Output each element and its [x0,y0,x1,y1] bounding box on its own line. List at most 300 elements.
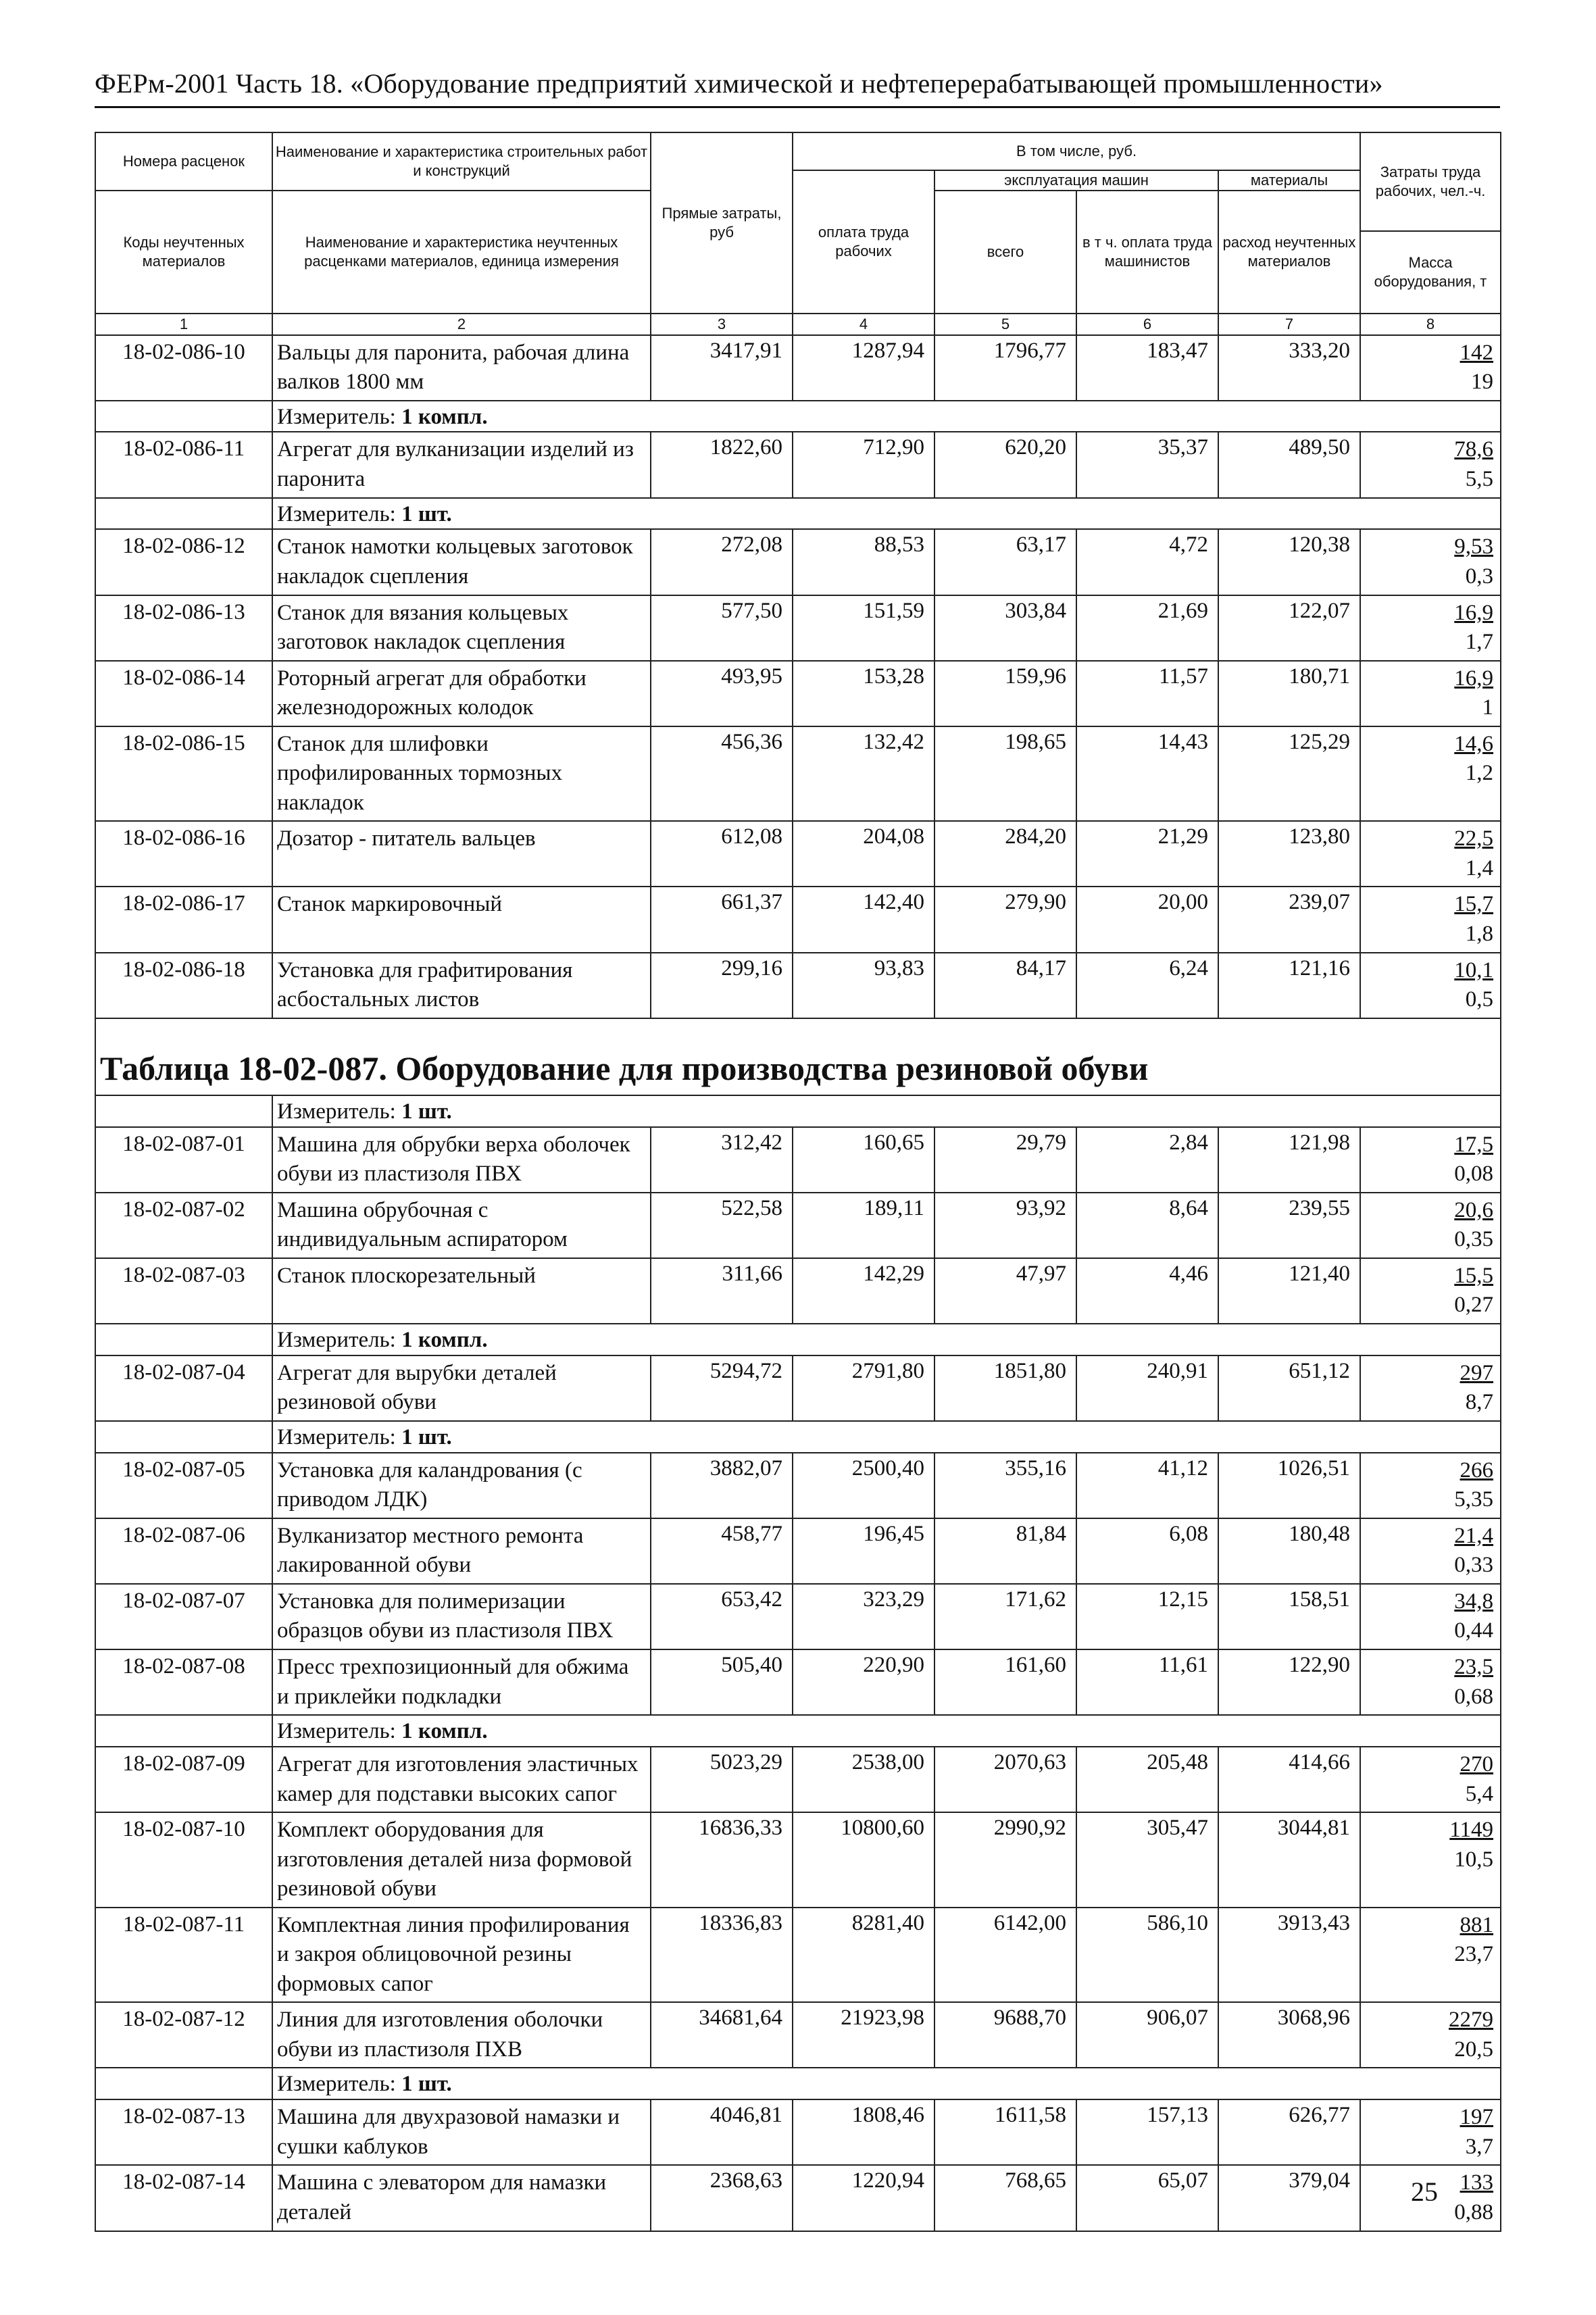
table-row [95,1812,1501,1908]
materials-costs: 123,80 [1218,821,1360,887]
direct-costs: 2368,63 [651,2165,793,2231]
materials-costs: 1026,51 [1218,1453,1360,1518]
machine-costs-total: 355,16 [934,1453,1076,1518]
page-number: 25 [1411,2176,1438,2207]
machine-costs-total: 2990,92 [934,1812,1076,1908]
direct-costs: 3882,07 [651,1453,793,1518]
materials-costs: 158,51 [1218,1584,1360,1649]
materials-costs: 414,66 [1218,1747,1360,1812]
equipment-mass: 1 [1482,695,1494,720]
machinist-pay: 157,13 [1076,2099,1218,2165]
work-name: Станок маркировочный [272,887,651,952]
measure-prefix: Измеритель: [277,1327,396,1352]
rate-code: 18-02-086-10 [95,335,272,401]
col-number: 1 [95,314,272,335]
machine-costs-total: 1796,77 [934,335,1076,401]
measure-unit [272,498,1501,530]
direct-costs: 653,42 [651,1584,793,1649]
labor-pay: 151,59 [793,595,934,661]
machinist-pay: 4,46 [1076,1258,1218,1324]
table-row [95,953,1501,1018]
machine-costs-total: 2070,63 [934,1747,1076,1812]
labor-and-mass [1360,1584,1501,1649]
col2-header-bottom: Наименование и характеристика неучтенных расценками материалов, единица измерения [272,191,651,314]
direct-costs: 1822,60 [651,432,793,497]
direct-costs: 5294,72 [651,1355,793,1421]
table-row [95,1355,1501,1421]
labor-hours: 266 [1460,1458,1494,1483]
materials-costs: 3044,81 [1218,1812,1360,1908]
direct-costs: 299,16 [651,953,793,1018]
machinist-pay: 305,47 [1076,1812,1218,1908]
labor-hours: 15,7 [1454,892,1494,917]
materials-costs: 3913,43 [1218,1908,1360,2003]
work-name: Станок для вязания кольцевых заготовок накладок сцепления [272,595,651,661]
equipment-mass: 8,7 [1465,1390,1494,1415]
machine-costs-total: 1611,58 [934,2099,1076,2165]
measure-unit [272,1095,1501,1127]
labor-and-mass [1360,953,1501,1018]
labor-pay: 1220,94 [793,2165,934,2231]
empty-cell [95,1095,272,1127]
labor-pay: 712,90 [793,432,934,497]
table-row [95,1258,1501,1324]
rates-table [95,132,1501,2232]
materials-costs: 489,50 [1218,432,1360,497]
materials-costs: 239,07 [1218,887,1360,952]
machine-costs-total: 93,92 [934,1193,1076,1258]
materials-costs: 333,20 [1218,335,1360,401]
rate-code: 18-02-086-12 [95,529,272,595]
labor-hours: 142 [1460,340,1494,365]
empty-cell [95,401,272,432]
measure-unit [272,2068,1501,2099]
table-row [95,2002,1501,2068]
labor-hours: 297 [1460,1360,1494,1385]
work-name: Пресс трехпозиционный для обжима и приклейки подкладки [272,1649,651,1715]
direct-costs: 522,58 [651,1193,793,1258]
col-number: 4 [793,314,934,335]
work-name: Станок плоскорезательный [272,1258,651,1324]
direct-costs: 3417,91 [651,335,793,401]
materials-costs: 122,90 [1218,1649,1360,1715]
work-name: Машина для двухразовой намазки и сушки каблуков [272,2099,651,2165]
measure-prefix: Измеритель: [277,2072,396,2097]
rate-code: 18-02-087-12 [95,2002,272,2068]
col1-header-top: Номера расценок [95,132,272,191]
machinist-pay: 21,29 [1076,821,1218,887]
labor-hours: 10,1 [1454,957,1494,982]
labor-pay: 1808,46 [793,2099,934,2165]
work-name: Комплектная линия профилирования и закроя облицовочной резины формовых сапог [272,1908,651,2003]
labor-and-mass [1360,726,1501,822]
rate-code: 18-02-087-09 [95,1747,272,1812]
machinist-pay: 12,15 [1076,1584,1218,1649]
labor-hours: 16,9 [1454,600,1494,625]
table-row [95,595,1501,661]
machinist-pay: 2,84 [1076,1127,1218,1193]
labor-hours: 22,5 [1454,826,1494,851]
equipment-mass: 19 [1471,370,1494,395]
labor-and-mass [1360,661,1501,726]
table-row [95,887,1501,952]
materials-costs: 121,40 [1218,1258,1360,1324]
direct-costs: 661,37 [651,887,793,952]
table-row [95,1127,1501,1193]
measure-value: 1 компл. [401,1719,488,1744]
labor-and-mass [1360,1127,1501,1193]
table-row [95,661,1501,726]
labor-pay: 142,40 [793,887,934,952]
labor-and-mass [1360,432,1501,497]
labor-pay: 160,65 [793,1127,934,1193]
materials-costs: 121,16 [1218,953,1360,1018]
table-row [95,529,1501,595]
materials-costs: 3068,96 [1218,2002,1360,2068]
col-number: 5 [934,314,1076,335]
work-name: Вальцы для паронита, рабочая длина валков 1800 мм [272,335,651,401]
measure-prefix: Измеритель: [277,1099,396,1124]
materials-costs: 121,98 [1218,1127,1360,1193]
work-name: Установка для полимеризации образцов обуви из пластизоля ПВХ [272,1584,651,1649]
labor-hours: 20,6 [1454,1197,1494,1222]
direct-costs: 4046,81 [651,2099,793,2165]
equipment-mass: 1,2 [1465,761,1494,786]
measure-row [95,1715,1501,1747]
machinist-pay: 11,61 [1076,1649,1218,1715]
measure-value: 1 компл. [401,1327,488,1352]
table-body [95,335,1501,2231]
equipment-mass: 10,5 [1454,1847,1494,1872]
machine-costs-total: 84,17 [934,953,1076,1018]
labor-hours: 9,53 [1454,534,1494,559]
table-row [95,2099,1501,2165]
work-name: Машина обрубочная с индивидуальным аспиратором [272,1193,651,1258]
col8-header-top: Затраты труда рабочих, чел.-ч. [1360,132,1501,231]
measure-prefix: Измеритель: [277,1424,396,1449]
labor-hours: 16,9 [1454,666,1494,691]
labor-pay: 323,29 [793,1584,934,1649]
machine-costs-total: 1851,80 [934,1355,1076,1421]
measure-row [95,401,1501,432]
work-name: Агрегат для изготовления эластичных камер для подставки высоких сапог [272,1747,651,1812]
col2-header-top: Наименование и характеристика строительных работ и конструкций [272,132,651,191]
rate-code: 18-02-086-15 [95,726,272,822]
measure-value: 1 шт. [401,1424,452,1449]
col3-header: Прямые затраты, руб [651,132,793,314]
labor-pay: 21923,98 [793,2002,934,2068]
equipment-mass: 0,27 [1454,1293,1494,1318]
rate-code: 18-02-087-01 [95,1127,272,1193]
measure-row [95,1095,1501,1127]
labor-and-mass [1360,1908,1501,2003]
materials-costs: 180,71 [1218,661,1360,726]
machine-costs-total: 171,62 [934,1584,1076,1649]
labor-hours: 881 [1460,1912,1494,1937]
measure-unit [272,1715,1501,1747]
rate-code: 18-02-086-18 [95,953,272,1018]
col1-header-bottom: Коды неучтенных материалов [95,191,272,314]
equipment-mass: 5,35 [1454,1487,1494,1512]
rate-code: 18-02-086-16 [95,821,272,887]
labor-hours: 17,5 [1454,1132,1494,1157]
equipment-mass: 3,7 [1465,2134,1494,2159]
empty-cell [95,1421,272,1453]
rate-code: 18-02-087-04 [95,1355,272,1421]
labor-and-mass [1360,1649,1501,1715]
machinist-pay: 20,00 [1076,887,1218,952]
labor-and-mass [1360,1258,1501,1324]
machine-costs-total: 9688,70 [934,2002,1076,2068]
measure-unit [272,401,1501,432]
equipment-mass: 0,3 [1465,564,1494,589]
machine-costs-total: 768,65 [934,2165,1076,2231]
machinist-pay: 240,91 [1076,1355,1218,1421]
table-row [95,1649,1501,1715]
equipment-mass: 0,88 [1454,2199,1494,2224]
table-row [95,821,1501,887]
labor-pay: 8281,40 [793,1908,934,2003]
measure-prefix: Измеритель: [277,501,396,526]
measure-row [95,498,1501,530]
measure-value: 1 компл. [401,404,488,429]
machinist-pay: 6,08 [1076,1518,1218,1584]
labor-hours: 197 [1460,2105,1494,2130]
materials-costs: 239,55 [1218,1193,1360,1258]
labor-and-mass [1360,1747,1501,1812]
rate-code: 18-02-087-03 [95,1258,272,1324]
col7-header: расход неучтенных материалов [1218,191,1360,314]
rate-code: 18-02-087-05 [95,1453,272,1518]
work-name: Машина с элеватором для намазки деталей [272,2165,651,2231]
work-name: Вулканизатор местного ремонта лакированной обуви [272,1518,651,1584]
work-name: Машина для обрубки верха оболочек обуви из пластизоля ПВХ [272,1127,651,1193]
labor-pay: 189,11 [793,1193,934,1258]
section-title: Таблица 18-02-087. Оборудование для производства резиновой обуви [95,1018,1501,1095]
labor-and-mass [1360,887,1501,952]
work-name: Комплект оборудования для изготовления деталей низа формовой резиновой обуви [272,1812,651,1908]
machinist-pay: 11,57 [1076,661,1218,726]
labor-hours: 133 [1460,2170,1494,2195]
measure-row [95,1324,1501,1355]
machine-costs-total: 279,90 [934,887,1076,952]
col-number: 7 [1218,314,1360,335]
rate-code: 18-02-086-11 [95,432,272,497]
col-number: 2 [272,314,651,335]
col8-header-bottom: Масса оборудования, т [1360,231,1501,314]
work-name: Линия для изготовления оболочки обуви из пластизоля ПХВ [272,2002,651,2068]
rate-code: 18-02-086-17 [95,887,272,952]
table-row [95,1193,1501,1258]
equipment-mass: 0,68 [1454,1684,1494,1709]
direct-costs: 311,66 [651,1258,793,1324]
direct-costs: 456,36 [651,726,793,822]
labor-hours: 270 [1460,1751,1494,1776]
machinist-pay: 205,48 [1076,1747,1218,1812]
materials-costs: 180,48 [1218,1518,1360,1584]
table-row [95,1584,1501,1649]
labor-and-mass [1360,529,1501,595]
measure-value: 1 шт. [401,2072,452,2097]
work-name: Установка для каландрования (с приводом ЛДК) [272,1453,651,1518]
col-number: 8 [1360,314,1501,335]
empty-cell [95,1324,272,1355]
equipment-mass: 5,5 [1465,467,1494,492]
materials-group-header: материалы [1218,170,1360,191]
machines-group-header: эксплуатация машин [934,170,1218,191]
work-name: Установка для графитирования асбостальных листов [272,953,651,1018]
work-name: Станок намотки кольцевых заготовок накладок сцепления [272,529,651,595]
machine-costs-total: 6142,00 [934,1908,1076,2003]
materials-costs: 122,07 [1218,595,1360,661]
direct-costs: 458,77 [651,1518,793,1584]
labor-hours: 23,5 [1454,1655,1494,1679]
labor-and-mass [1360,335,1501,401]
rate-code: 18-02-087-02 [95,1193,272,1258]
rate-code: 18-02-087-13 [95,2099,272,2165]
direct-costs: 493,95 [651,661,793,726]
work-name: Роторный агрегат для обработки железнодорожных колодок [272,661,651,726]
measure-row [95,2068,1501,2099]
labor-hours: 78,6 [1454,437,1494,462]
labor-pay: 204,08 [793,821,934,887]
table-row [95,1908,1501,2003]
rate-code: 18-02-086-13 [95,595,272,661]
measure-value: 1 шт. [401,1099,452,1124]
machinist-pay: 21,69 [1076,595,1218,661]
direct-costs: 5023,29 [651,1747,793,1812]
equipment-mass: 1,4 [1465,855,1494,880]
labor-hours: 14,6 [1454,731,1494,756]
machinist-pay: 14,43 [1076,726,1218,822]
measure-prefix: Измеритель: [277,404,396,429]
labor-pay: 142,29 [793,1258,934,1324]
labor-pay: 1287,94 [793,335,934,401]
measure-value: 1 шт. [401,501,452,526]
equipment-mass: 5,4 [1465,1781,1494,1806]
labor-pay: 196,45 [793,1518,934,1584]
rate-code: 18-02-087-10 [95,1812,272,1908]
group-header: В том числе, руб. [793,132,1360,170]
running-title: ФЕРм-2001 Часть 18. «Оборудование предприятий химической и нефтеперерабатывающей промышленности» [95,68,1500,108]
table-row [95,1518,1501,1584]
table-row [95,335,1501,401]
labor-pay: 2538,00 [793,1747,934,1812]
materials-costs: 626,77 [1218,2099,1360,2165]
labor-pay: 220,90 [793,1649,934,1715]
table-row [95,2165,1501,2231]
labor-and-mass [1360,595,1501,661]
empty-cell [95,1715,272,1747]
labor-and-mass [1360,1453,1501,1518]
labor-and-mass [1360,2002,1501,2068]
machine-costs-total: 63,17 [934,529,1076,595]
materials-costs: 125,29 [1218,726,1360,822]
labor-hours: 34,8 [1454,1589,1494,1614]
rate-code: 18-02-087-11 [95,1908,272,2003]
col-number: 6 [1076,314,1218,335]
labor-pay: 153,28 [793,661,934,726]
table-row [95,726,1501,822]
col6-header: в т ч. оплата труда машинистов [1076,191,1218,314]
machinist-pay: 65,07 [1076,2165,1218,2231]
machine-costs-total: 620,20 [934,432,1076,497]
machine-costs-total: 159,96 [934,661,1076,726]
machinist-pay: 586,10 [1076,1908,1218,2003]
machine-costs-total: 161,60 [934,1649,1076,1715]
measure-prefix: Измеритель: [277,1719,396,1744]
labor-and-mass [1360,1812,1501,1908]
table-row [95,432,1501,497]
measure-unit [272,1324,1501,1355]
materials-costs: 120,38 [1218,529,1360,595]
labor-hours: 2279 [1449,2008,1494,2033]
machinist-pay: 8,64 [1076,1193,1218,1258]
rate-code: 18-02-087-07 [95,1584,272,1649]
labor-pay: 88,53 [793,529,934,595]
labor-pay: 10800,60 [793,1812,934,1908]
labor-and-mass [1360,1355,1501,1421]
work-name: Дозатор - питатель вальцев [272,821,651,887]
labor-and-mass [1360,2099,1501,2165]
machinist-pay: 6,24 [1076,953,1218,1018]
direct-costs: 505,40 [651,1649,793,1715]
table-row [95,1453,1501,1518]
measure-row [95,1421,1501,1453]
col-number: 3 [651,314,793,335]
labor-pay: 93,83 [793,953,934,1018]
machinist-pay: 35,37 [1076,432,1218,497]
machinist-pay: 4,72 [1076,529,1218,595]
machine-costs-total: 29,79 [934,1127,1076,1193]
equipment-mass: 0,08 [1454,1162,1494,1187]
machinist-pay: 183,47 [1076,335,1218,401]
direct-costs: 18336,83 [651,1908,793,2003]
machine-costs-total: 198,65 [934,726,1076,822]
table-row [95,1747,1501,1812]
equipment-mass: 0,5 [1465,987,1494,1012]
measure-unit [272,1421,1501,1453]
labor-hours: 21,4 [1454,1523,1494,1548]
materials-costs: 651,12 [1218,1355,1360,1421]
labor-pay: 2791,80 [793,1355,934,1421]
machinist-pay: 41,12 [1076,1453,1218,1518]
empty-cell [95,498,272,530]
rate-code: 18-02-087-08 [95,1649,272,1715]
labor-hours: 1149 [1449,1818,1494,1843]
equipment-mass: 1,7 [1465,630,1494,655]
col4-header: оплата труда рабочих [793,170,934,314]
machine-costs-total: 47,97 [934,1258,1076,1324]
work-name: Агрегат для вырубки деталей резиновой обуви [272,1355,651,1421]
direct-costs: 612,08 [651,821,793,887]
direct-costs: 34681,64 [651,2002,793,2068]
rate-code: 18-02-087-14 [95,2165,272,2231]
direct-costs: 312,42 [651,1127,793,1193]
col5-header: всего [934,191,1076,314]
direct-costs: 16836,33 [651,1812,793,1908]
labor-hours: 15,5 [1454,1263,1494,1288]
equipment-mass: 0,44 [1454,1618,1494,1643]
direct-costs: 577,50 [651,595,793,661]
section-title-row [95,1018,1501,1095]
machine-costs-total: 81,84 [934,1518,1076,1584]
equipment-mass: 23,7 [1454,1942,1494,1967]
machine-costs-total: 303,84 [934,595,1076,661]
equipment-mass: 20,5 [1454,2037,1494,2062]
labor-and-mass [1360,1193,1501,1258]
empty-cell [95,2068,272,2099]
